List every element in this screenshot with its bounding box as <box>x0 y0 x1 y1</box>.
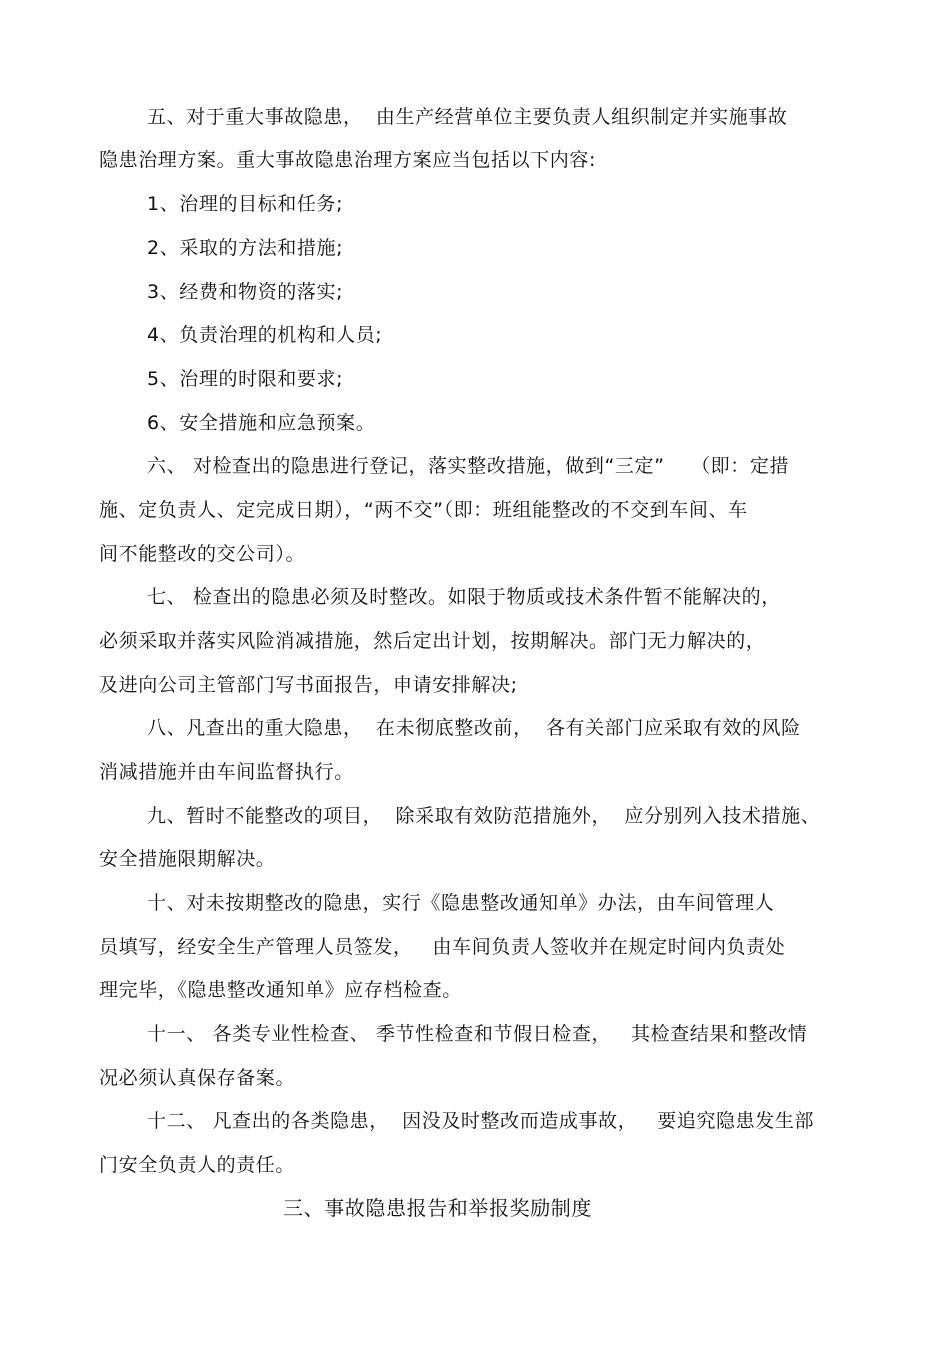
paragraph-10-line-1: 十、对未按期整改的隐患，实行《隐患整改通知单》办法，由车间管理人 <box>147 892 775 914</box>
list-item-4: 4、负责治理的机构和人员; <box>147 324 383 346</box>
paragraph-11-line-1: 十一、 各类专业性检查、 季节性检查和节假日检查， 其检查结果和整改情 <box>147 1023 808 1045</box>
paragraph-5-line-1: 五、对于重大事故隐患， 由生产经营单位主要负责人组织制定并实施事故 <box>147 106 788 128</box>
paragraph-5-line-2: 隐患治理方案。重大事故隐患治理方案应当包括以下内容: <box>99 149 597 171</box>
paragraph-12-line-2: 门安全负责人的责任。 <box>99 1154 296 1176</box>
paragraph-10-line-2: 员填写，经安全生产管理人员签发， 由车间负责人签收并在规定时间内负责处 <box>99 936 786 958</box>
paragraph-6-line-1: 六、 对检查出的隐患进行登记，落实整改措施，做到“三定” （即：定措 <box>147 455 790 477</box>
paragraph-12-line-1: 十二、 凡查出的各类隐患， 因没及时整改而造成事故， 要追究隐患发生部 <box>147 1110 815 1132</box>
list-item-1: 1、治理的目标和任务; <box>147 193 344 215</box>
paragraph-10-line-3: 理完毕，《隐患整改通知单》应存档检查。 <box>99 979 462 1001</box>
list-item-6: 6、安全措施和应急预案。 <box>147 412 376 434</box>
paragraph-8-line-2: 消减措施并由车间监督执行。 <box>99 761 354 783</box>
paragraph-8-line-1: 八、凡查出的重大隐患， 在未彻底整改前， 各有关部门应采取有效的风险 <box>147 717 801 739</box>
paragraph-7-line-3: 及进向公司主管部门写书面报告，申请安排解决; <box>99 674 518 696</box>
paragraph-9-line-1: 九、暂时不能整改的项目， 除采取有效防范措施外， 应分别列入技术措施、 <box>147 805 821 827</box>
paragraph-6-line-2: 施、定负责人、定完成日期），“两不交”（即：班组能整改的不交到车间、车 <box>99 499 748 521</box>
list-item-5: 5、治理的时限和要求; <box>147 368 344 390</box>
section-heading: 三、事故隐患报告和举报奖励制度 <box>283 1196 592 1220</box>
paragraph-11-line-2: 况必须认真保存备案。 <box>99 1067 296 1089</box>
list-item-2: 2、采取的方法和措施; <box>147 237 344 259</box>
paragraph-7-line-2: 必须采取并落实风险消减措施，然后定出计划，按期解决。部门无力解决的， <box>99 630 766 652</box>
paragraph-9-line-2: 安全措施限期解决。 <box>99 848 276 870</box>
paragraph-6-line-3: 间不能整改的交公司）。 <box>99 543 306 565</box>
paragraph-7-line-1: 七、 检查出的隐患必须及时整改。如限于物质或技术条件暂不能解决的， <box>147 586 781 608</box>
list-item-3: 3、经费和物资的落实; <box>147 281 344 303</box>
